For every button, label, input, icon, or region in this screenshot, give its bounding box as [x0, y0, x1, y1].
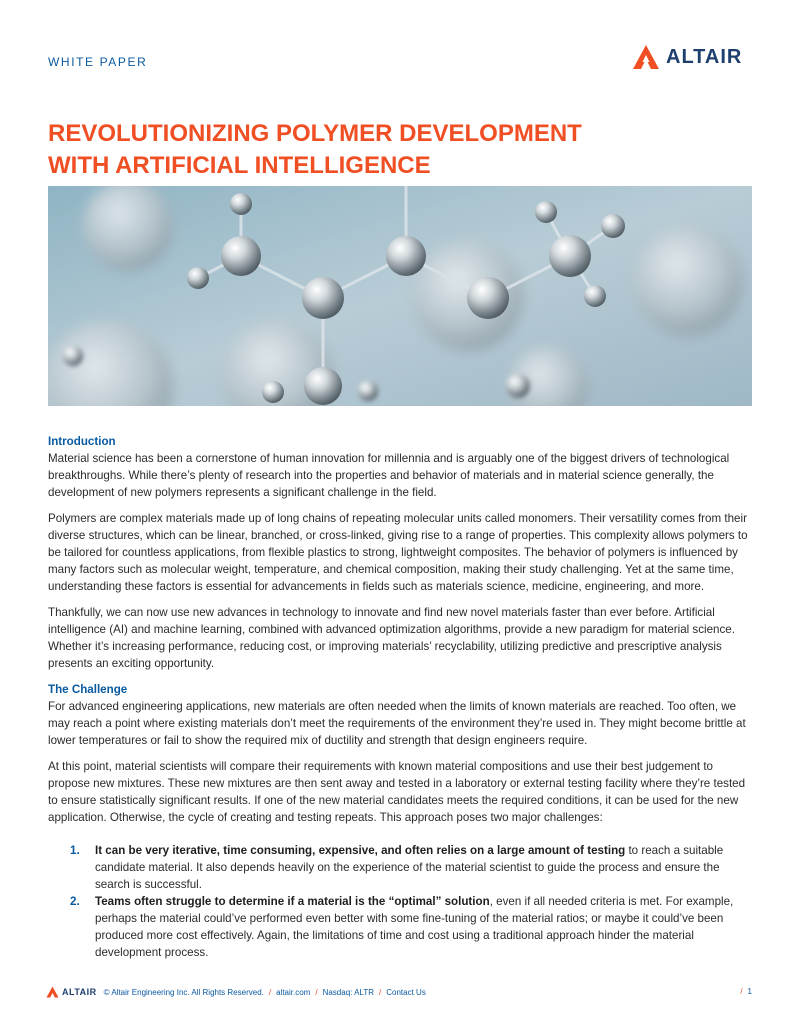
footer-link-website[interactable]: altair.com — [276, 987, 311, 997]
footer-link-contact[interactable]: Contact Us — [386, 987, 426, 997]
title-line-1: REVOLUTIONIZING POLYMER DEVELOPMENT — [48, 120, 582, 147]
section-heading-introduction: Introduction — [48, 435, 116, 448]
intro-paragraph-3: Thankfully, we can now use new advances in technology to innovate and find new novel materials faster than ever before. Artificial intelligence (AI) and machine learning, combined with advanced optimization algorithms, provide a new paradigm for material science. Whether it’s increasing performance, reducing cost, or improving materials’ recyclability, utilizing predictive and prescriptive analysis presents an exciting opportunity. — [48, 606, 735, 670]
title-line-2: WITH ARTIFICIAL INTELLIGENCE — [48, 152, 431, 179]
document-type-label: WHITE PAPER — [48, 55, 148, 69]
section-heading-challenge: The Challenge — [48, 683, 128, 696]
intro-paragraph-2: Polymers are complex materials made up of long chains of repeating molecular units called monomers. Their versatility comes from their diverse structures, which can be linear, branched, or cross-linked, giving rise to a range of properties. This complexity allows polymers to be tailored for countless applications, from flexible plastics to strong, lightweight composites. The behavior of polymers is influenced by many factors such as molecular weight, temperature, and chemical composition, making their study challenging. Yet at the same time, understanding these factors is essential for advancements in fields such as materials science, medicine, engineering, and more. — [48, 512, 748, 593]
altair-logo-icon — [46, 986, 59, 998]
list-item-number: 2. — [70, 895, 80, 908]
intro-paragraph-1: Material science has been a cornerstone of human innovation for millennia and is arguably one of the biggest drivers of technological breakthroughs. While there’s plenty of research into the properties and behavior of materials and in material science generally, the development of new polymers represents a significant challenge in the field. — [48, 452, 730, 499]
altair-logo-icon — [632, 44, 660, 70]
footer-separator: / — [268, 987, 272, 997]
footer-separator: / — [315, 987, 318, 997]
hero-image — [48, 186, 752, 406]
footer-link-nasdaq[interactable]: Nasdaq: ALTR — [322, 987, 375, 997]
challenge-list — [48, 842, 752, 961]
page-footer — [46, 985, 752, 999]
list-item-number: 1. — [70, 844, 80, 857]
page-number — [735, 985, 752, 999]
list-item — [48, 893, 752, 961]
list-item — [48, 842, 752, 893]
logo-wordmark: ALTAIR — [666, 45, 743, 68]
list-item-emphasis: Teams often struggle to determine if a material is the “optimal” solution — [95, 895, 490, 908]
footer-separator: / — [740, 987, 743, 996]
article-body — [48, 433, 752, 961]
challenge-paragraph-2: At this point, material scientists will compare their requirements with known material compositions and use their best judgement to propose new mixtures. These new mixtures are then sent away and tested in a laboratory or external testing facility where they’re tested to ensure statistically significant results. If one of the new material candidates meets the required conditions, it can be used for the new application. Otherwise, the cycle of creating and testing repeats. This approach poses two major challenges: — [48, 760, 746, 824]
altair-logo — [632, 44, 742, 70]
list-item-text: to reach a suitable candidate material. It also depends heavily on the experience of the material scientist to guide the process and ensure the search is successful. — [95, 844, 724, 891]
page-title — [48, 118, 748, 182]
footer-separator: / — [379, 987, 382, 997]
footer-copyright: © Altair Engineering Inc. All Rights Reserved. — [103, 987, 264, 997]
molecule-illustration-icon — [48, 186, 752, 406]
list-item-text: , even if all needed criteria is met. For example, perhaps the material could’ve performed even better with some fine-tuning of the material ratios; or maybe it could’ve been produced more cost effectively. Again, the limitations of time and cost using a traditional approach hinder the material development process. — [95, 895, 734, 959]
footer-logo — [46, 986, 97, 998]
list-item-emphasis: It can be very iterative, time consuming, expensive, and often relies on a large amount of testing — [95, 844, 626, 857]
footer-logo-wordmark: ALTAIR — [62, 987, 97, 997]
page-number-value: 1 — [747, 987, 752, 996]
challenge-paragraph-1: For advanced engineering applications, new materials are often needed when the limits of known materials are reached. Too often, we may reach a point where existing materials don’t meet the requirements of the environment they’re used in. They might become brittle at lower temperatures or fail to show the required mix of ductility and strength that design engineers require. — [48, 700, 746, 747]
